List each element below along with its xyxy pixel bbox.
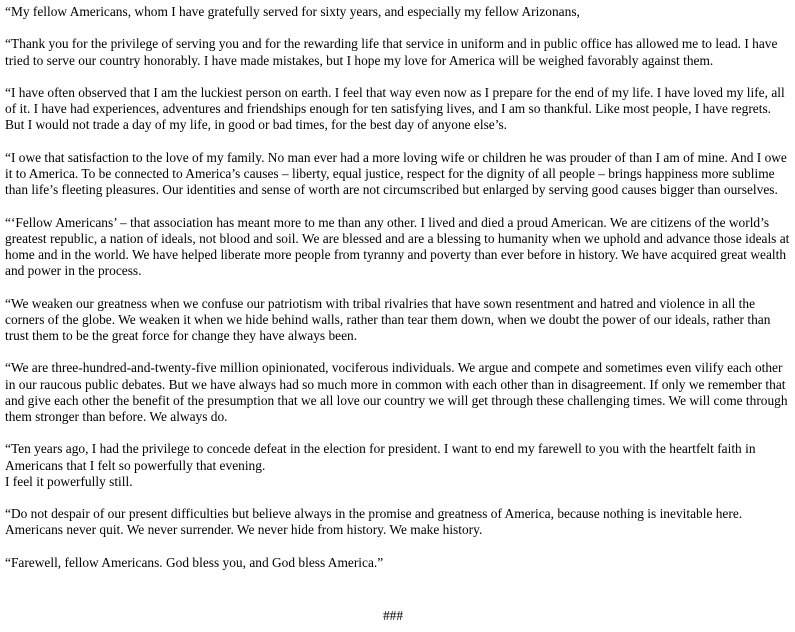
paragraph-do-not-despair: “Do not despair of our present difficulties but believe always in the promise and greatness of America, because nothing is inevitable here. Americans never quit. We never surrender. We never hide from history. We make history. (5, 506, 743, 538)
document-body (5, 4, 791, 587)
paragraph-luckiest-person: “I have often observed that I am the luckiest person on earth. I feel that way even now as I prepare for the end of my life. I have loved my life, all of it. I have had experiences, adventures and friendships enough for ten satisfying lives, and I am so thankful. Like most people, I have regrets. But I would not trade a day of my life, in good or bad times, for the best day of anyone else’s. (5, 84, 785, 133)
paragraph-farewell: “Farewell, fellow Americans. God bless you, and God bless America.” (5, 554, 384, 570)
paragraph-weaken-greatness: “We weaken our greatness when we confuse our patriotism with tribal rivalries that have sown resentment and hatred and violence in all the corners of the globe. We weaken it when we hide behind walls, rather than tear them down, when we doubt the power of our ideals, rather than trust them to be the great force for change they have always been. (5, 295, 771, 343)
paragraph-thank-you: “Thank you for the privilege of serving you and for the rewarding life that service in uniform and in public office has allowed me to lead. I have tried to serve our country honorably. I have made mistakes, but I hope my love for America will be weighed favorably against them. (5, 36, 778, 68)
paragraph-opinionated-individuals: “We are three-hundred-and-twenty-five million opinionated, vociferous individuals. We argue and compete and sometimes even vilify each other in our raucous public debates. But we have always had so much more in common with each other than in disagreement. If only we remember that and give each other the benefit of the presumption that we all love our country we will get through these challenging times. We will come through them stronger than before. We always do. (5, 360, 788, 424)
end-mark: ### (382, 608, 404, 623)
paragraph-family-and-america: “I owe that satisfaction to the love of my family. No man ever had a more loving wife or children he was prouder of than I am of mine. And I owe it to America. To be connected to America’s causes – liberty, equal justice, respect for the dignity of all people – brings happiness more sublime than life’s fleeting pleasures. Our identities and sense of worth are not circumscribed but enlarged by serving good causes bigger than ourselves. (5, 149, 787, 198)
paragraph-concede-defeat (5, 441, 791, 490)
paragraph-feel-it-still: I feel it powerfully still. (5, 473, 133, 489)
paragraph-salutation: “My fellow Americans, whom I have gratefully served for sixty years, and especially my fellow Arizonans, (5, 4, 580, 19)
paragraph-fellow-americans: “‘Fellow Americans’ – that association has meant more to me than any other. I lived and died a proud American. We are citizens of the world’s greatest republic, a nation of ideals, not blood and soil. We are blessed and are a blessing to humanity when we uphold and advance those ideals at home and in the world. We have helped liberate more people from tyranny and poverty than ever before in history. We have acquired great wealth and power in the process. (5, 214, 790, 279)
paragraph-concede-defeat-text: “Ten years ago, I had the privilege to concede defeat in the election for president. I want to end my farewell to you with the heartfelt faith in Americans that I felt so powerfully that evening. (5, 441, 756, 473)
